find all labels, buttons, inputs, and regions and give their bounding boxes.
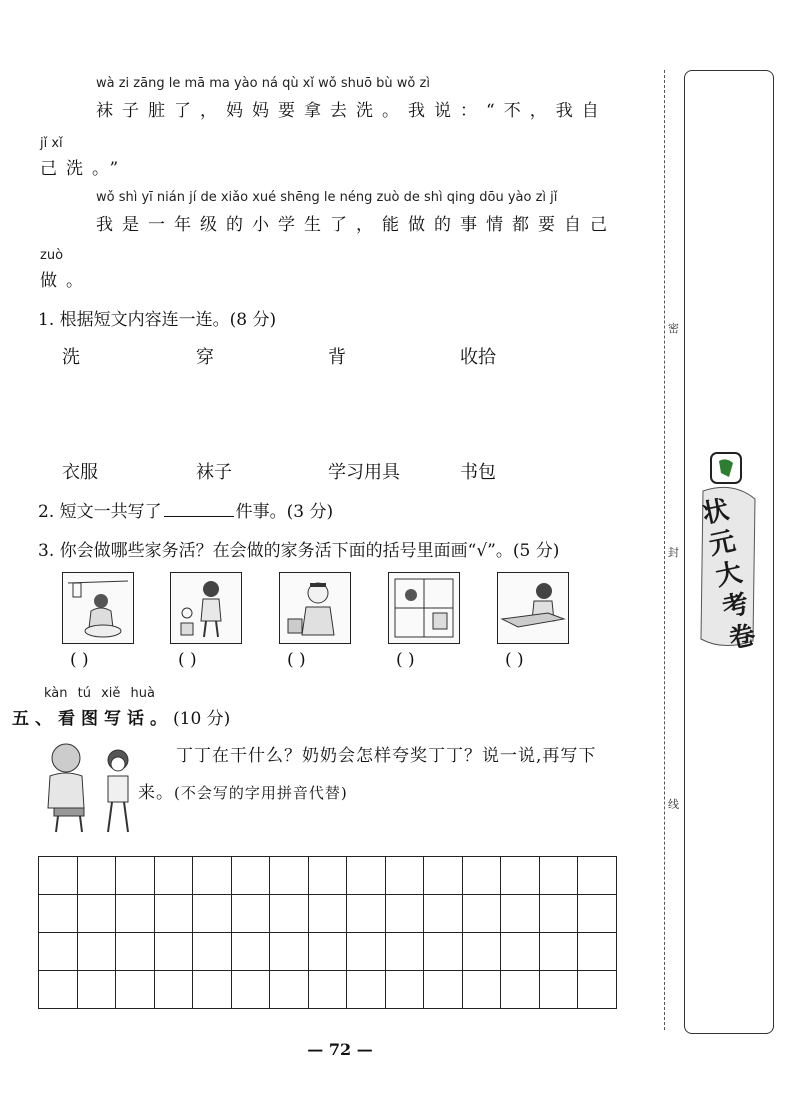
q2-text-before: 2. 短文一共写了 — [38, 502, 162, 522]
section5-prompt-line1: 丁丁在干什么？奶奶会怎样夸奖丁丁？说一说,再写下 — [176, 746, 597, 766]
section5-score: (10 分) — [173, 709, 231, 729]
passage-line2-text: 己洗。” — [40, 159, 128, 179]
passage-line1-text: 袜子脏了，妈妈要拿去洗。我说：“不，我自 — [96, 101, 608, 121]
q1-top-word[interactable]: 收拾 — [460, 347, 496, 368]
cleaning-window-icon — [389, 573, 459, 643]
page-number: — 72 — — [307, 1040, 373, 1059]
passage-line1-pinyin: wà zi zāng le mā ma yào ná qù xǐ wǒ shuō bù wǒ zì — [96, 76, 430, 91]
section5-prompt-start: 来。 — [138, 783, 174, 803]
grid-row — [39, 857, 617, 895]
passage-line3-text: 我是一年级的小学生了，能做的事情都要自己 — [96, 215, 616, 235]
section5-pinyin: kàn tú xiě huà — [44, 686, 155, 701]
passage-line4-text: 做。 — [40, 271, 92, 291]
seal-mark: 密 — [668, 322, 679, 335]
chore-picture-wiping-table — [497, 572, 569, 644]
brand-logo — [693, 451, 763, 655]
grid-row — [39, 933, 617, 971]
section5-heading: 五、看图写话。 — [12, 709, 173, 729]
passage-line4-pinyin: zuò — [40, 248, 64, 263]
washing-clothes-icon — [63, 573, 133, 643]
chore-picture-sweeping — [279, 572, 351, 644]
watering-flowers-icon — [171, 573, 241, 643]
q3-answer-paren[interactable]: ( ) — [287, 650, 306, 670]
q1-bottom-word[interactable]: 袜子 — [196, 462, 232, 483]
q1-bottom-word[interactable]: 书包 — [460, 462, 496, 483]
q3-answer-paren[interactable]: ( ) — [505, 650, 524, 670]
q1-title: 1. 根据短文内容连一连。(8 分) — [38, 310, 277, 330]
grid-row — [39, 895, 617, 933]
seal-mark: 封 — [668, 546, 679, 559]
wiping-table-icon — [498, 573, 568, 643]
chore-picture-window — [388, 572, 460, 644]
section5-title — [12, 704, 230, 729]
old-man-icon — [280, 573, 350, 643]
section5-prompt-line2 — [138, 778, 348, 803]
grid-row — [39, 971, 617, 1009]
chore-picture-washing — [62, 572, 134, 644]
q1-bottom-word[interactable]: 学习用具 — [328, 462, 400, 483]
writing-grid[interactable] — [38, 856, 617, 1009]
q1-top-word[interactable]: 穿 — [196, 347, 214, 368]
q1-top-word[interactable]: 洗 — [62, 347, 80, 368]
q2-answer-blank[interactable] — [164, 500, 234, 517]
q2-text-after: 件事。(3 分) — [235, 502, 334, 522]
q1-top-word[interactable]: 背 — [328, 347, 346, 368]
chore-picture-watering — [170, 572, 242, 644]
seal-dashed-line — [664, 70, 665, 1030]
brand-logo-text: 状元大考卷 — [699, 495, 759, 655]
passage-line2-pinyin: jǐ xǐ — [40, 136, 63, 151]
q1-bottom-word[interactable]: 衣服 — [62, 462, 98, 483]
q3-title: 3. 你会做哪些家务活？在会做的家务活下面的括号里面画“√”。(5 分) — [38, 541, 560, 561]
seal-mark: 线 — [668, 798, 679, 811]
q3-answer-paren[interactable]: ( ) — [396, 650, 415, 670]
section5-prompt-note: (不会写的字用拼音代替) — [174, 784, 348, 802]
q3-answer-paren[interactable]: ( ) — [70, 650, 89, 670]
brand-side-panel — [684, 70, 774, 1034]
passage-line3-pinyin: wǒ shì yī nián jí de xiǎo xué shēng le néng zuò de shì qing dōu yào zì jǐ — [96, 190, 558, 205]
q2-line — [38, 497, 333, 522]
q3-answer-paren[interactable]: ( ) — [178, 650, 197, 670]
grandma-and-dingding-picture — [38, 736, 138, 836]
grandma-child-icon — [38, 736, 138, 836]
